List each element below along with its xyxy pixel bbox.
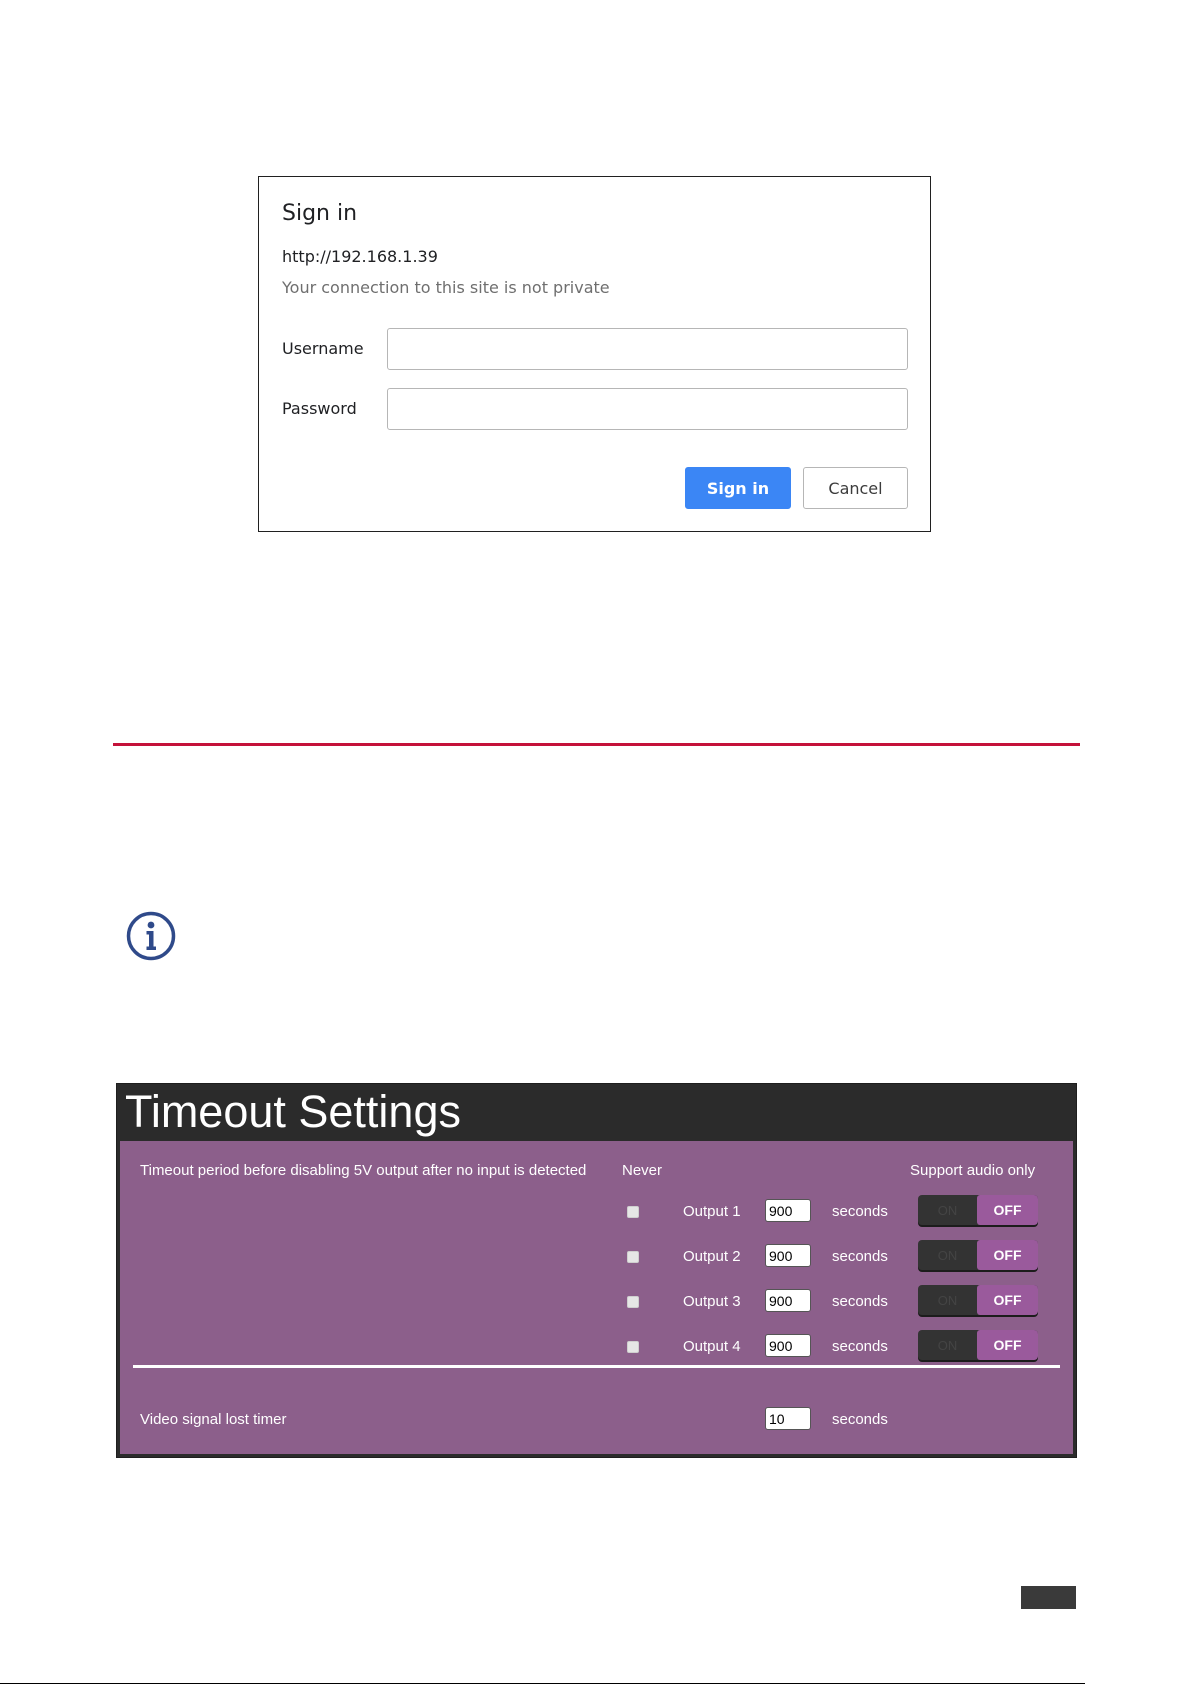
output-row — [120, 1242, 1073, 1272]
audio-only-toggle[interactable] — [918, 1330, 1038, 1360]
signin-title: Sign in — [282, 201, 358, 226]
audio-only-header: Support audio only — [910, 1162, 1036, 1179]
section-divider — [113, 743, 1080, 746]
panel-separator — [133, 1365, 1060, 1368]
audio-only-toggle[interactable] — [918, 1285, 1038, 1315]
seconds-label: seconds — [832, 1293, 888, 1310]
username-field[interactable] — [387, 328, 908, 370]
output-label: Output 2 — [683, 1248, 741, 1265]
timeout-description: Timeout period before disabling 5V output after no input is detected — [140, 1162, 587, 1179]
video-lost-timer-label: Video signal lost timer — [140, 1411, 287, 1428]
toggle-off-label: OFF — [977, 1240, 1038, 1270]
signin-dialog — [258, 176, 931, 532]
output-row — [120, 1332, 1073, 1362]
timeout-input[interactable] — [765, 1244, 811, 1267]
timeout-input[interactable] — [765, 1199, 811, 1222]
seconds-label: seconds — [832, 1411, 888, 1428]
never-checkbox[interactable] — [627, 1206, 639, 1218]
output-row — [120, 1197, 1073, 1227]
timeout-settings-panel — [116, 1083, 1077, 1458]
audio-only-toggle[interactable] — [918, 1195, 1038, 1225]
never-checkbox[interactable] — [627, 1296, 639, 1308]
connection-warning: Your connection to this site is not private — [282, 278, 610, 297]
output-label: Output 1 — [683, 1203, 741, 1220]
username-label: Username — [282, 339, 364, 358]
never-checkbox[interactable] — [627, 1341, 639, 1353]
toggle-off-label: OFF — [977, 1285, 1038, 1315]
toggle-on-label: ON — [937, 1292, 958, 1308]
panel-title: Timeout Settings — [125, 1086, 461, 1137]
output-label: Output 3 — [683, 1293, 741, 1310]
signin-url: http://192.168.1.39 — [282, 247, 438, 266]
footer-rule — [0, 1683, 1085, 1684]
page-number-badge — [1021, 1586, 1076, 1609]
toggle-off-label: OFF — [977, 1195, 1038, 1225]
timeout-input[interactable] — [765, 1289, 811, 1312]
panel-body — [120, 1141, 1073, 1454]
video-lost-timer-input[interactable] — [765, 1407, 811, 1430]
seconds-label: seconds — [832, 1248, 888, 1265]
output-label: Output 4 — [683, 1338, 741, 1355]
info-icon — [125, 910, 177, 962]
seconds-label: seconds — [832, 1338, 888, 1355]
output-row — [120, 1287, 1073, 1317]
never-header: Never — [622, 1162, 663, 1179]
signin-button[interactable]: Sign in — [685, 467, 791, 509]
toggle-on-label: ON — [937, 1337, 958, 1353]
password-label: Password — [282, 399, 357, 418]
cancel-button[interactable]: Cancel — [803, 467, 908, 509]
toggle-on-label: ON — [937, 1202, 958, 1218]
audio-only-toggle[interactable] — [918, 1240, 1038, 1270]
toggle-on-label: ON — [937, 1247, 958, 1263]
timeout-input[interactable] — [765, 1334, 811, 1357]
password-field[interactable] — [387, 388, 908, 430]
never-checkbox[interactable] — [627, 1251, 639, 1263]
toggle-off-label: OFF — [977, 1330, 1038, 1360]
seconds-label: seconds — [832, 1203, 888, 1220]
